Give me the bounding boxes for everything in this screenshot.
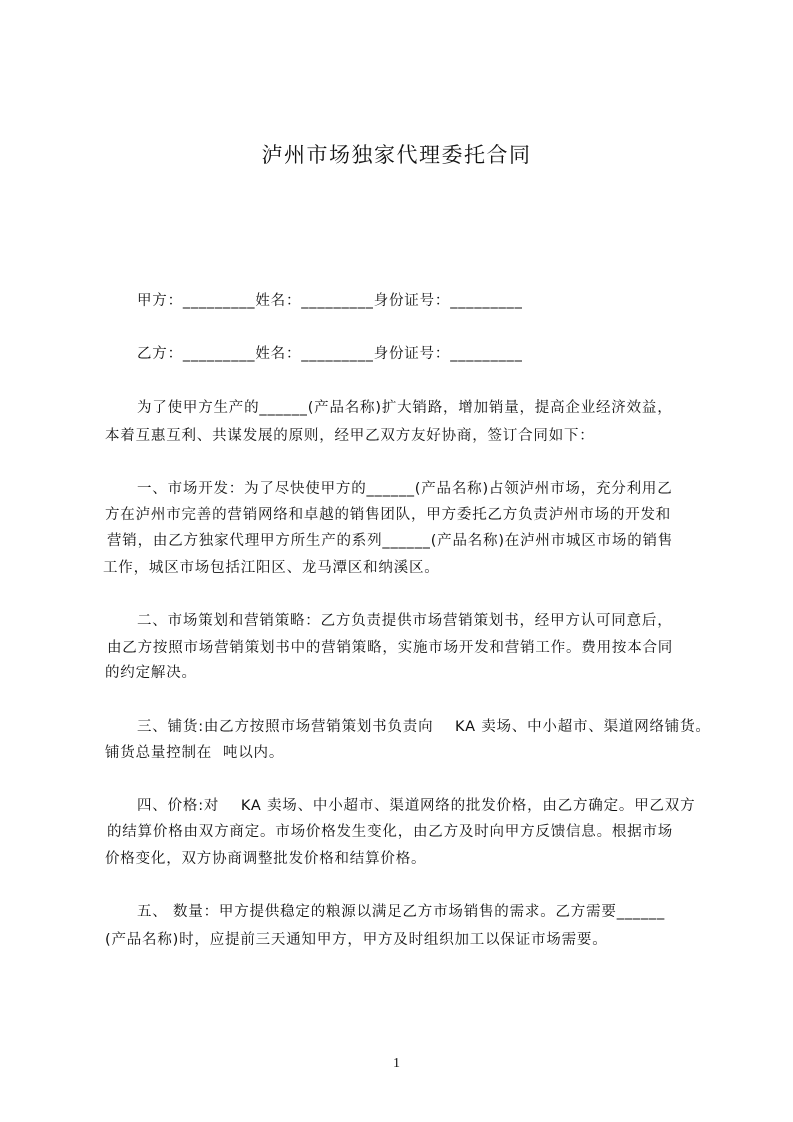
paragraph-line: 价格变化，双方协商调整批发价格和结算价格。 — [105, 851, 427, 867]
paragraph-line: 本着互惠互利、共谋发展的原则，经甲乙双方友好协商，签订合同如下： — [105, 428, 595, 444]
paragraph-line: 的约定解决。 — [105, 665, 197, 681]
party-b-line: 乙方：_________姓名：_________身份证号：_________ — [137, 346, 523, 362]
party-a-line: 甲方：_________姓名：_________身份证号：_________ — [137, 293, 523, 309]
paragraph-line: 为了使甲方生产的______(产品名称)扩大销路，增加销量，提高企业经济效益， — [137, 400, 673, 416]
paragraph-line: (产品名称)时，应提前三天通知甲方，甲方及时组织加工以保证市场需要。 — [105, 932, 608, 948]
paragraph-line: 由乙方按照市场营销策划书中的营销策略，实施市场开发和营销工作。费用按本合同 — [107, 640, 674, 656]
paragraph-line: 工作，城区市场包括江阳区、龙马潭区和纳溪区。 — [103, 560, 440, 576]
paragraph-line: 四、价格:对 KA 卖场、中小超市、渠道网络的批发价格，由乙方确定。甲乙双方 — [137, 798, 696, 814]
paragraph-line: 铺货总量控制在 吨以内。 — [105, 745, 285, 761]
paragraph-line: 营销，由乙方独家代理甲方所生产的系列______(产品名称)在泸州市城区市场的销售 — [107, 533, 674, 549]
page-number: 1 — [393, 1056, 400, 1071]
paragraph-line: 三、铺货:由乙方按照市场营销策划书负责向 KA 卖场、中小超市、渠道网络铺货。 — [137, 719, 711, 735]
paragraph-line: 二、市场策划和营销策略：乙方负责提供市场营销策划书，经甲方认可同意后， — [137, 613, 673, 629]
paragraph-line: 五、 数量：甲方提供稳定的粮源以满足乙方市场销售的需求。乙方需要______ — [137, 904, 666, 920]
document-title: 泸州市场独家代理委托合同 — [261, 143, 532, 167]
paragraph-line: 方在泸州市完善的营销网络和卓越的销售团队，甲方委托乙方负责泸州市场的开发和 — [105, 507, 672, 523]
paragraph-line: 一、市场开发：为了尽快使甲方的______(产品名称)占领泸州市场，充分利用乙 — [137, 481, 673, 497]
paragraph-line: 的结算价格由双方商定。市场价格发生变化，由乙方及时向甲方反馈信息。根据市场 — [107, 824, 674, 840]
